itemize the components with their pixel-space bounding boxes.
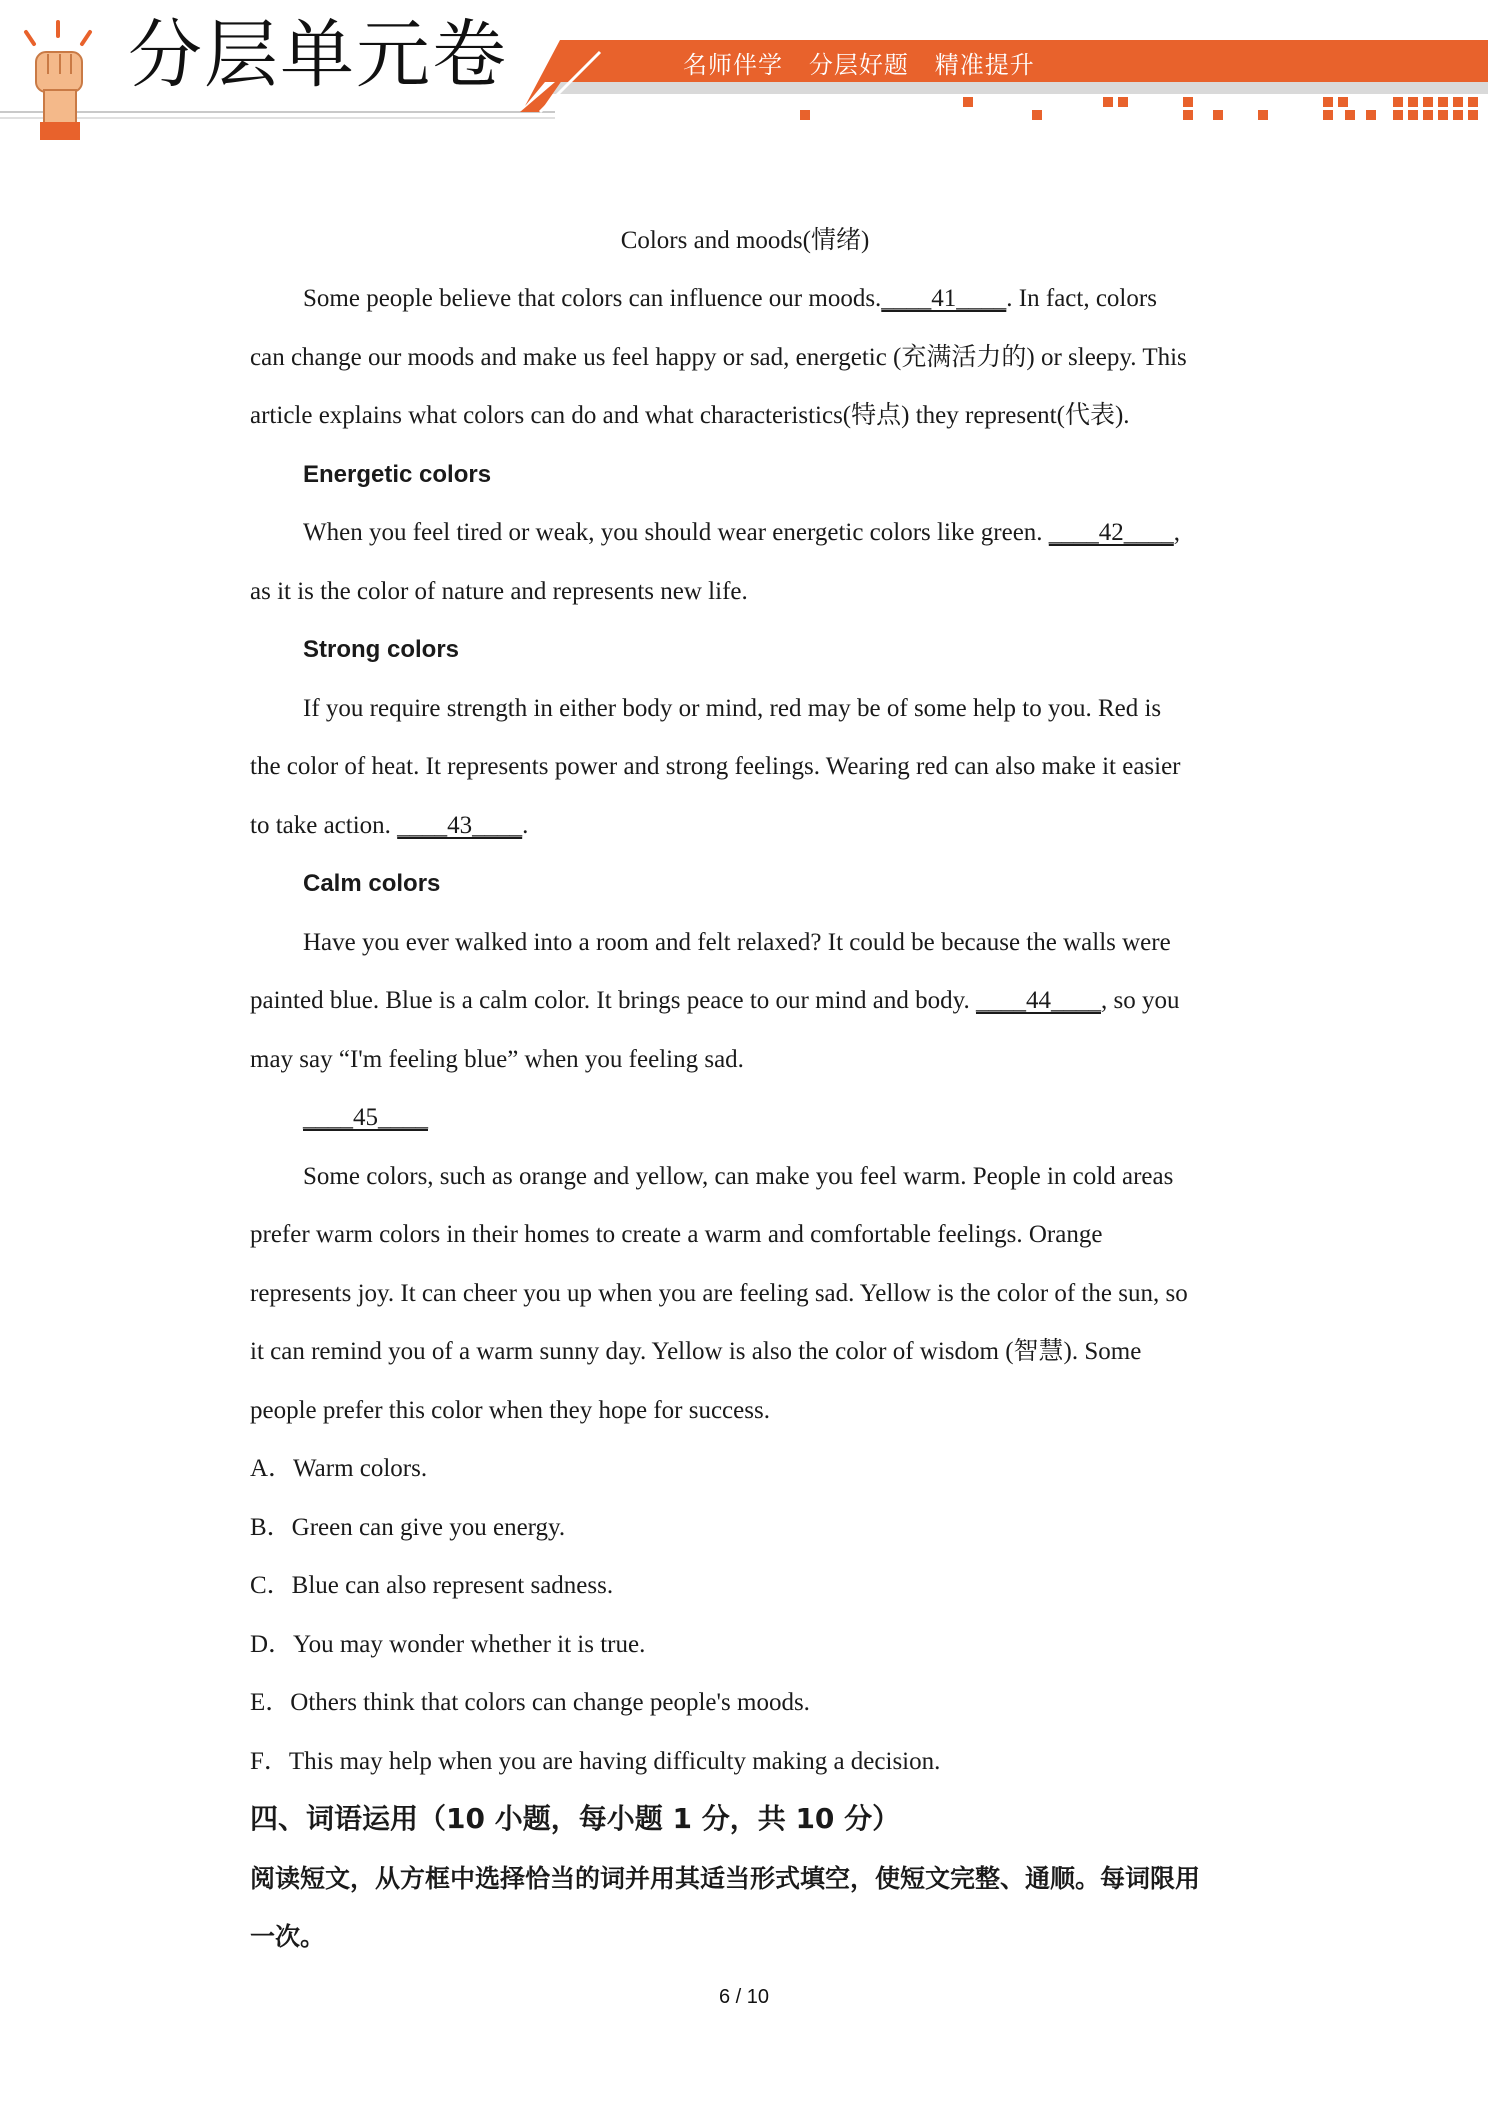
paragraph-2-line-2: as it is the color of nature and represents new life. (250, 578, 748, 605)
text-run: to take action. (250, 812, 398, 839)
section-4-instruction-line-1: 阅读短文，从方框中选择恰当的词并用其适当形式填空，使短文完整、通顺。每词限用 (250, 1864, 1201, 1893)
heading-strong-colors: Strong colors (303, 636, 460, 663)
passage-title: Colors and moods(情绪) (620, 227, 870, 254)
paragraph-1-line-2: can change our moods and make us feel happy or sad, energetic (充满活力的) or sleepy. This (250, 344, 1187, 371)
paragraph-4-line-3: may say “I'm feeling blue” when you feeling sad. (250, 1046, 744, 1073)
blank-44: ____44____ (975, 987, 1101, 1014)
text-run: . In fact, colors (1006, 285, 1157, 312)
option-b: B．Green can give you energy. (250, 1514, 566, 1541)
paragraph-5-line-3: represents joy. It can cheer you up when you are feeling sad. Yellow is the color of the sun, so (250, 1280, 1188, 1307)
paragraph-1-line-3: article explains what colors can do and what characteristics(特点) they represent(代表). (250, 402, 1130, 429)
blank-41: ____41____ (881, 285, 1007, 312)
raised-fist-icon (8, 18, 108, 143)
page-header (0, 0, 1488, 150)
text-run: painted blue. Blue is a calm color. It brings peace to our mind and body. (250, 987, 976, 1014)
page-number: 6 / 10 (718, 1986, 770, 2008)
paragraph-2-line-1 (303, 518, 1180, 548)
paragraph-5-line-1: Some colors, such as orange and yellow, can make you feel warm. People in cold areas (303, 1163, 1174, 1190)
paragraph-5-line-4: it can remind you of a warm sunny day. Yellow is also the color of wisdom (智慧). Some (250, 1338, 1142, 1365)
heading-blank-45 (303, 1103, 428, 1133)
paragraph-5-line-5: people prefer this color when they hope for success. (250, 1397, 770, 1424)
option-c: C．Blue can also represent sadness. (250, 1572, 614, 1599)
header-slogan: 名师伴学 分层好题 精准提升 (683, 51, 1035, 79)
option-a: A．Warm colors. (250, 1455, 428, 1482)
paragraph-4-line-2 (250, 986, 1179, 1016)
blank-45: ____45____ (303, 1104, 428, 1131)
blank-42: ____42____ (1048, 519, 1174, 546)
paragraph-3-line-1: If you require strength in either body or mind, red may be of some help to you. Red is (303, 695, 1162, 722)
option-e: E．Others think that colors can change people's moods. (250, 1689, 810, 1716)
paragraph-3-line-3 (250, 811, 528, 841)
text-run: When you feel tired or weak, you should wear energetic colors like green. (303, 519, 1049, 546)
text-run: , (1173, 519, 1181, 546)
text-run: Some people believe that colors can influence our moods. (303, 285, 882, 312)
text-run: , so you (1100, 987, 1180, 1014)
paragraph-1-line-1 (303, 284, 1157, 314)
option-d: D．You may wonder whether it is true. (250, 1631, 646, 1658)
section-4-title: 四、词语运用（10 小题，每小题 1 分，共 10 分） (250, 1802, 901, 1835)
paragraph-5-line-2: prefer warm colors in their homes to create a warm and comfortable feelings. Orange (250, 1221, 1103, 1248)
section-4-instruction-line-2: 一次。 (250, 1922, 326, 1951)
paragraph-4-line-1: Have you ever walked into a room and felt relaxed? It could be because the walls were (303, 929, 1171, 956)
heading-energetic-colors: Energetic colors (303, 461, 492, 488)
text-run: . (522, 812, 529, 839)
option-f: F．This may help when you are having difficulty making a decision. (250, 1748, 941, 1775)
paragraph-3-line-2: the color of heat. It represents power and strong feelings. Wearing red can also make it easier (250, 753, 1181, 780)
brand-title: 分层单元卷 (128, 12, 508, 98)
heading-calm-colors: Calm colors (303, 870, 441, 897)
blank-43: ____43____ (397, 812, 523, 839)
